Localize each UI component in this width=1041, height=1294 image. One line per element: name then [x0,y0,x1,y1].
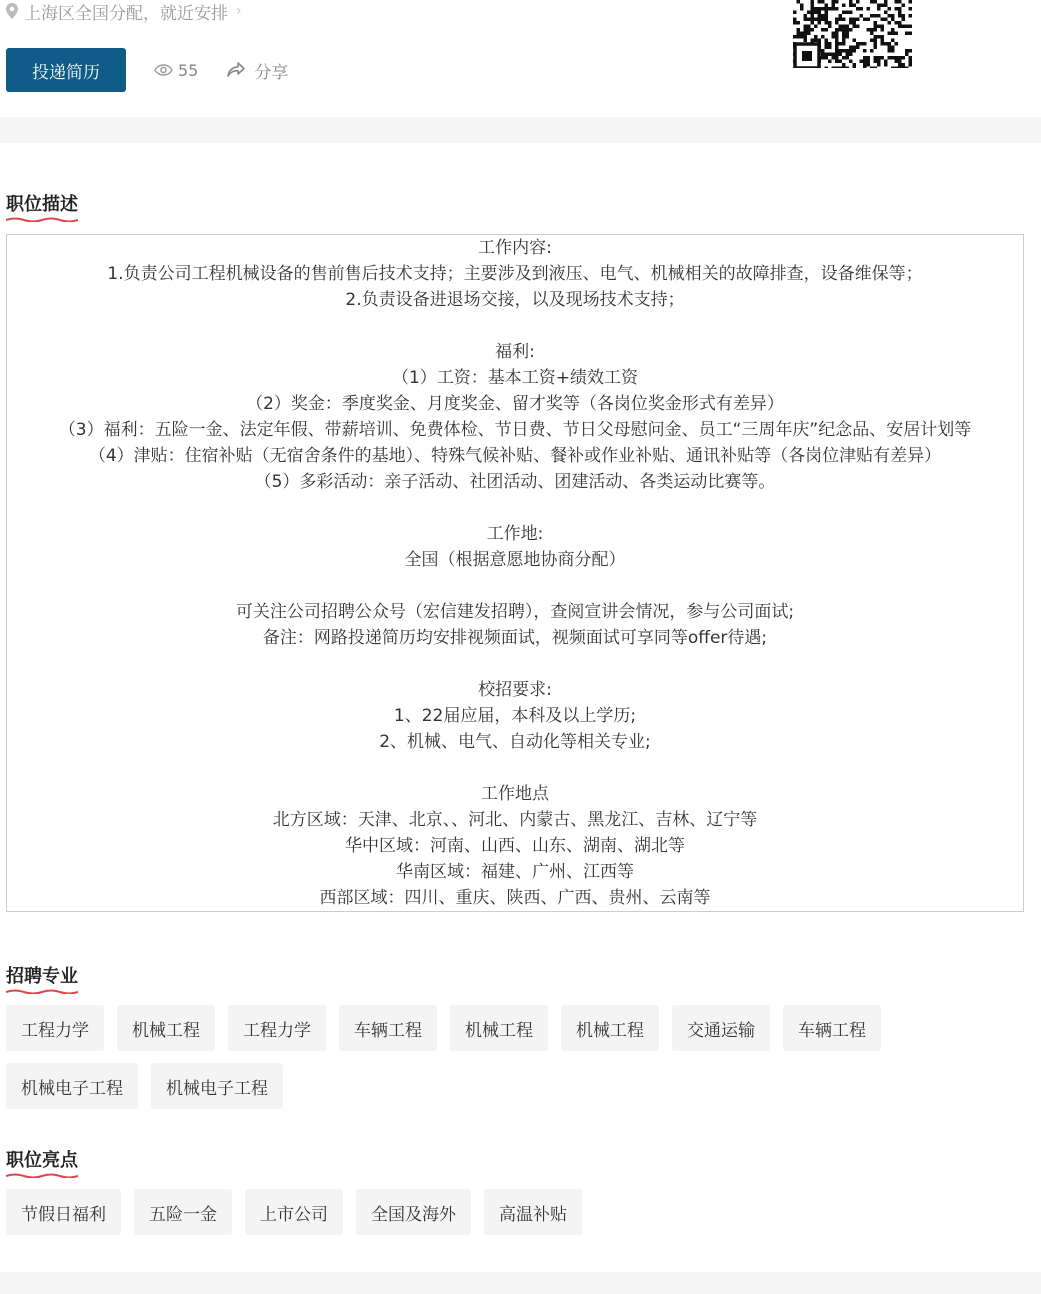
highlight-tag: 全国及海外 [356,1189,471,1235]
description-line: （3）福利：五险一金、法定年假、带薪培训、免费体检、节日费、节日父母慰问金、员工“三周年庆”纪念品、安居计划等 [58,420,972,440]
description-line: 可关注公司招聘公众号（宏信建发招聘），查阅宣讲会情况，参与公司面试; [235,602,795,622]
major-tag: 机械工程 [450,1005,548,1051]
description-line: 华南区域：福建、广州、江西等 [396,862,634,882]
major-tag: 车辆工程 [783,1005,881,1051]
title-underline-decoration [6,1173,78,1178]
description-line [7,495,1023,521]
majors-section-title [6,962,78,988]
apply-resume-button[interactable]: 投递简历 [6,48,126,92]
description-line: 校招要求: [478,680,552,700]
description-line: 工作地: [486,524,544,544]
description-line: （5）多彩活动：亲子活动、社团活动、团建活动、各类运动比赛等。 [254,472,776,492]
description-line [7,573,1023,599]
job-description-text [7,235,1023,911]
description-line: 2、机械、电气、自动化等相关专业; [379,732,651,752]
chevron-right-icon: › [236,3,242,19]
description-line: （2）奖金：季度奖金、月度奖金、留才奖等（各岗位奖金形式有差异） [246,394,784,414]
location-pin-icon [6,3,18,19]
description-line: 福利: [495,342,535,362]
section-divider [0,1272,1041,1294]
share-label: 分享 [254,62,289,83]
description-line: （1）工资：基本工资+绩效工资 [391,368,639,388]
majors-tag-list [6,1005,1006,1121]
description-line: 1.负责公司工程机械设备的售前售后技术支持；主要涉及到液压、电气、机械相关的故障排查，设备维保等； [107,264,923,284]
location-link[interactable] [6,0,242,22]
major-tag: 工程力学 [228,1005,326,1051]
title-underline-decoration [6,217,78,222]
description-line: 全国（根据意愿地协商分配） [404,550,626,570]
highlight-tag: 五险一金 [134,1189,232,1235]
highlight-tag: 上市公司 [245,1189,343,1235]
share-icon [226,61,246,79]
major-tag: 交通运输 [672,1005,770,1051]
description-line: 2.负责设备进退场交接，以及现场技术支持； [345,290,685,310]
eye-icon [154,64,173,76]
qr-code [793,0,912,68]
action-bar [6,48,288,92]
section-divider [0,117,1041,143]
title-underline-decoration [6,989,78,994]
description-line [7,755,1023,781]
view-count-value: 55 [178,60,199,80]
description-line [7,651,1023,677]
description-line: 华中区域：河南、山西、山东、湖南、湖北等 [345,836,685,856]
highlight-tag: 节假日福利 [6,1189,121,1235]
description-line: 备注：网路投递简历均安排视频面试，视频面试可享同等offer待遇; [262,628,768,648]
description-line: 北方区域：天津、北京、、河北、内蒙古、黑龙江、吉林、辽宁等 [272,810,758,830]
description-title-text: 职位描述 [6,194,78,215]
description-line [7,313,1023,339]
description-line: （4）津贴：住宿补贴（无宿舍条件的基地）、特殊气候补贴、餐补或作业补贴、通讯补贴等（各岗位津贴有差异） [88,446,942,466]
major-tag: 机械工程 [561,1005,659,1051]
description-line: 西部区域：四川、重庆、陕西、广西、贵州、云南等 [319,888,711,908]
highlight-tag: 高温补贴 [484,1189,582,1235]
highlights-title-text: 职位亮点 [6,1150,78,1171]
description-line: 工作地点 [481,784,549,804]
major-tag: 机械电子工程 [151,1063,283,1109]
major-tag: 机械工程 [117,1005,215,1051]
job-description-box [6,234,1024,912]
view-count [154,61,198,80]
highlights-section-title [6,1146,78,1172]
description-line: 1、22届应届，本科及以上学历; [393,706,637,726]
majors-title-text: 招聘专业 [6,966,78,987]
share-button[interactable] [226,58,288,83]
description-section-title [6,190,78,216]
description-line: 工作内容: [478,238,552,258]
major-tag: 车辆工程 [339,1005,437,1051]
major-tag: 工程力学 [6,1005,104,1051]
highlights-tag-list [6,1189,1006,1247]
location-text: 上海区全国分配，就近安排 [24,3,228,24]
major-tag: 机械电子工程 [6,1063,138,1109]
